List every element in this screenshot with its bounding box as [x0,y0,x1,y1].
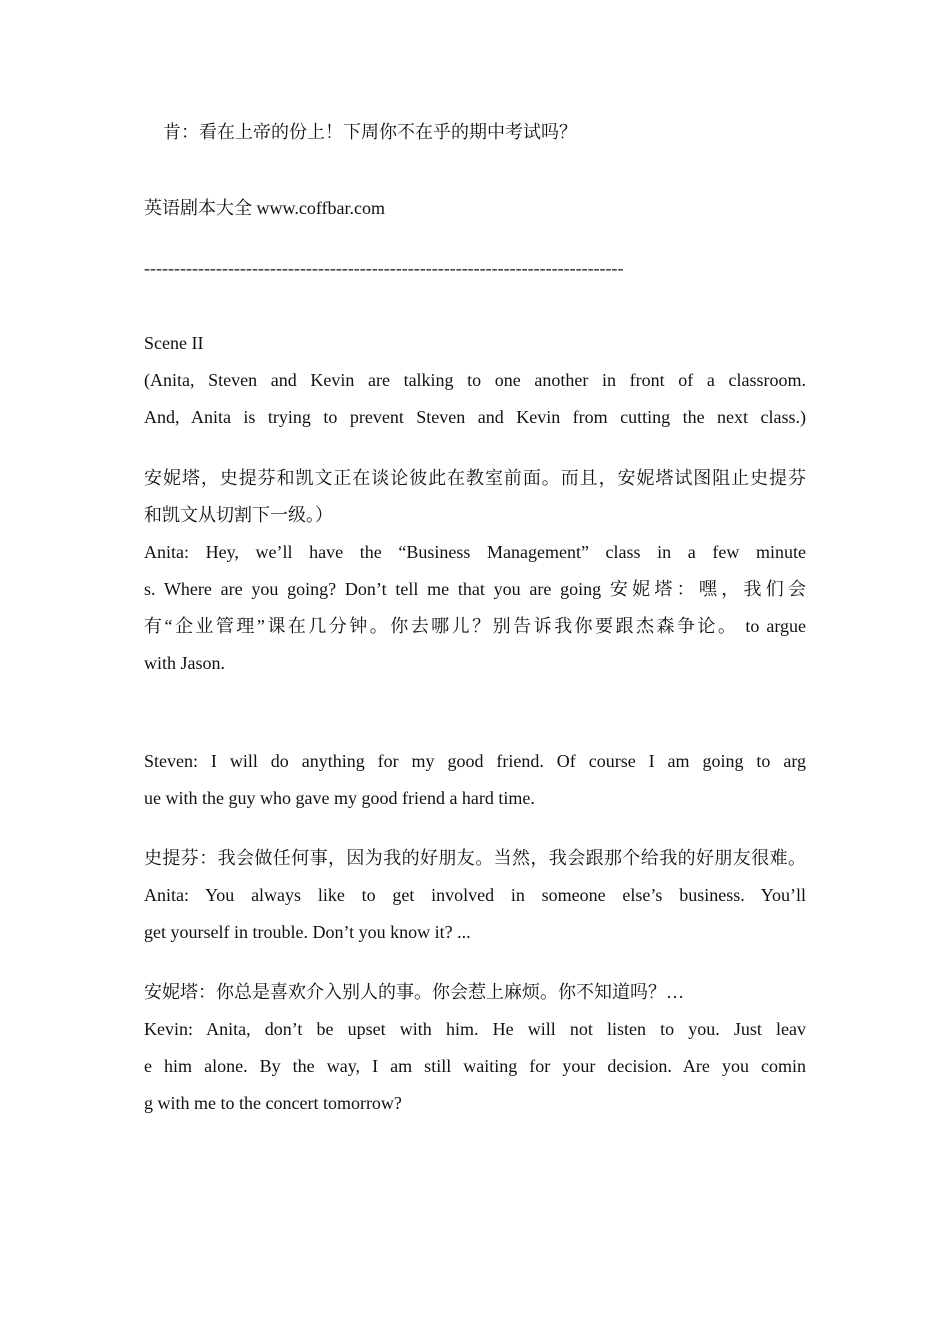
anita-line-3: 有“企业管理”课在几分钟。你去哪儿？别告诉我你要跟杰森争论。 to argue [144,616,806,636]
kevin-chinese-line: 肯：看在上帝的份上！下周你不在乎的期中考试吗？ [163,122,577,142]
stage-direction-chinese-1: 安妮塔，史提芬和凯文正在谈论彼此在教室前面。而且，安妮塔试图阻止史提芬 [144,468,806,488]
stage-direction-chinese-2: 和凯文从切割下一级。） [144,505,333,525]
scene-heading: Scene II [144,333,204,353]
stage-direction-line-1: (Anita, Steven and Kevin are talking to one another in front of a classroom. [144,370,806,390]
stage-direction-line-2: And, Anita is trying to prevent Steven and Kevin from cutting the next class.) [144,407,806,427]
kevin-line-1: Kevin: Anita, don’t be upset with him. He will not listen to you. Just leav [144,1019,806,1039]
steven-line-1: Steven: I will do anything for my good friend. Of course I am going to arg [144,751,806,771]
anita-line-2: s. Where are you going? Don’t tell me that you are going 安妮塔：嘿，我们会 [144,579,806,599]
kevin-line-3: g with me to the concert tomorrow? [144,1093,402,1113]
steven-chinese-line: 史提芬：我会做任何事，因为我的好朋友。当然，我会跟那个给我的好朋友很难。 [144,848,806,868]
anita-reply-line-2: get yourself in trouble. Don’t you know it? ... [144,922,471,942]
steven-line-2: ue with the guy who gave my good friend a hard time. [144,788,535,808]
anita-line-4: with Jason. [144,653,225,673]
site-credit: 英语剧本大全 www.coffbar.com [144,198,385,218]
anita-reply-line-1: Anita: You always like to get involved in someone else’s business. You’ll [144,885,806,905]
separator-line: -------------------------------------------------------------------------------- [144,258,624,278]
kevin-line-2: e him alone. By the way, I am still waiting for your decision. Are you comin [144,1056,806,1076]
anita-line-1: Anita: Hey, we’ll have the “Business Management” class in a few minute [144,542,806,562]
anita-reply-chinese: 安妮塔：你总是喜欢介入别人的事。你会惹上麻烦。你不知道吗？… [144,982,684,1002]
